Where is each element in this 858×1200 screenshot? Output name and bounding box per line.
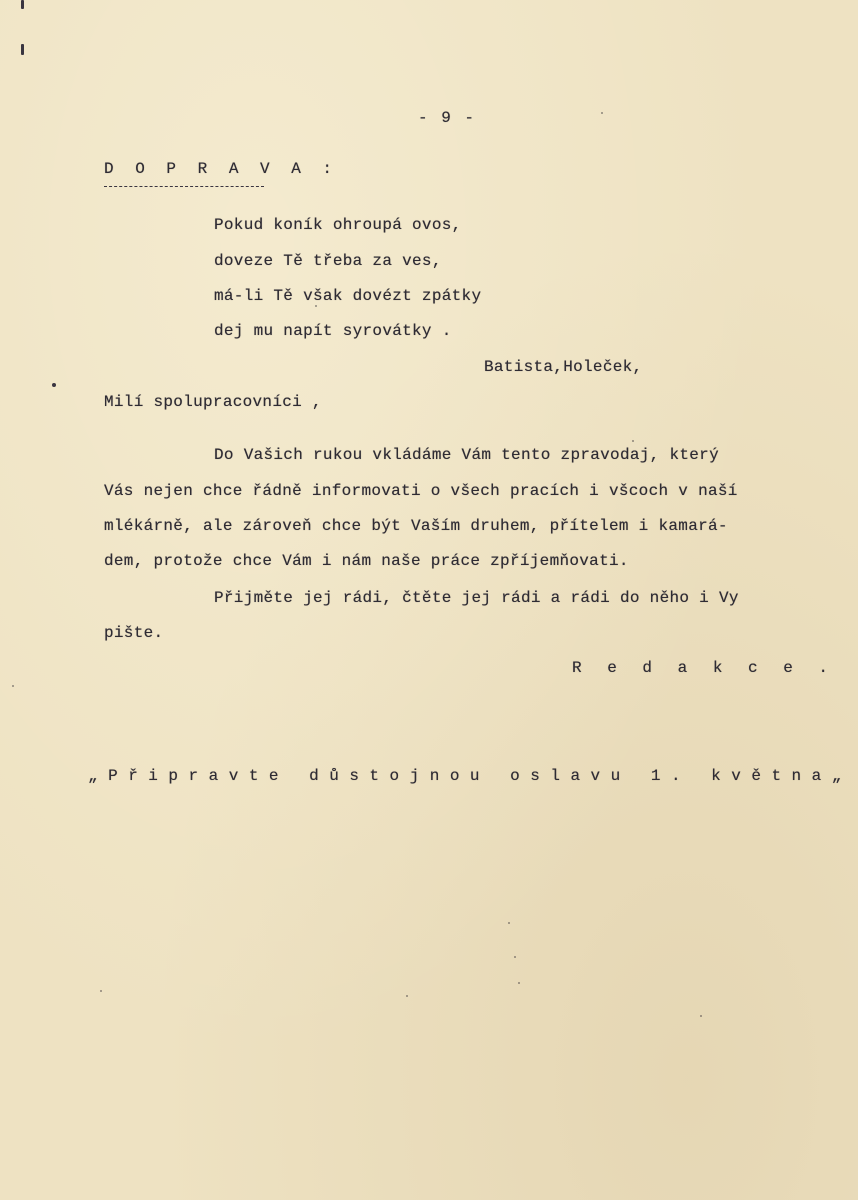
heading-underline <box>104 186 264 187</box>
poem-line: má-li Tě však dovézt zpátky <box>214 287 482 305</box>
body-line: dem, protože chce Vám i nám naše práce zpříjemňovati. <box>104 552 629 570</box>
poem-line: dej mu napít syrovátky . <box>214 322 452 340</box>
poem-line: Pokud koník ohroupá ovos, <box>214 216 462 234</box>
body-line: Přijměte jej rádi, čtěte jej rádi a rádi do něho i Vy <box>214 589 739 607</box>
paper-speck <box>508 922 510 924</box>
salutation: Milí spolupracovníci , <box>104 393 322 411</box>
body-line: mlékárně, ale zároveň chce být Vaším druhem, přítelem i kamará- <box>104 517 728 535</box>
slogan: „Připravte důstojnou oslavu 1. května„ <box>88 767 852 785</box>
paper-speck <box>518 982 520 984</box>
paper-speck <box>700 1015 702 1017</box>
margin-mark-top <box>21 0 24 9</box>
margin-mark-middle <box>52 383 56 387</box>
paper-speck <box>315 305 317 307</box>
paper-speck <box>12 685 14 687</box>
margin-mark-upper <box>21 44 24 55</box>
paper-speck <box>632 440 634 442</box>
section-heading: D O P R A V A : <box>104 160 339 178</box>
paper-speck <box>601 112 603 114</box>
paper-speck <box>406 995 408 997</box>
paper-speck <box>100 990 102 992</box>
signature: R e d a k c e . <box>572 659 837 677</box>
body-line: Do Vašich rukou vkládáme Vám tento zpravodaj, který <box>214 446 719 464</box>
poem-line: doveze Tě třeba za ves, <box>214 252 442 270</box>
body-line: Vás nejen chce řádně informovati o všech pracích i všcoch v naší <box>104 482 738 500</box>
page-number: - 9 - <box>418 109 477 127</box>
body-line: pište. <box>104 624 164 642</box>
paper-speck <box>514 956 516 958</box>
poem-authors: Batista,Holeček, <box>484 358 643 376</box>
